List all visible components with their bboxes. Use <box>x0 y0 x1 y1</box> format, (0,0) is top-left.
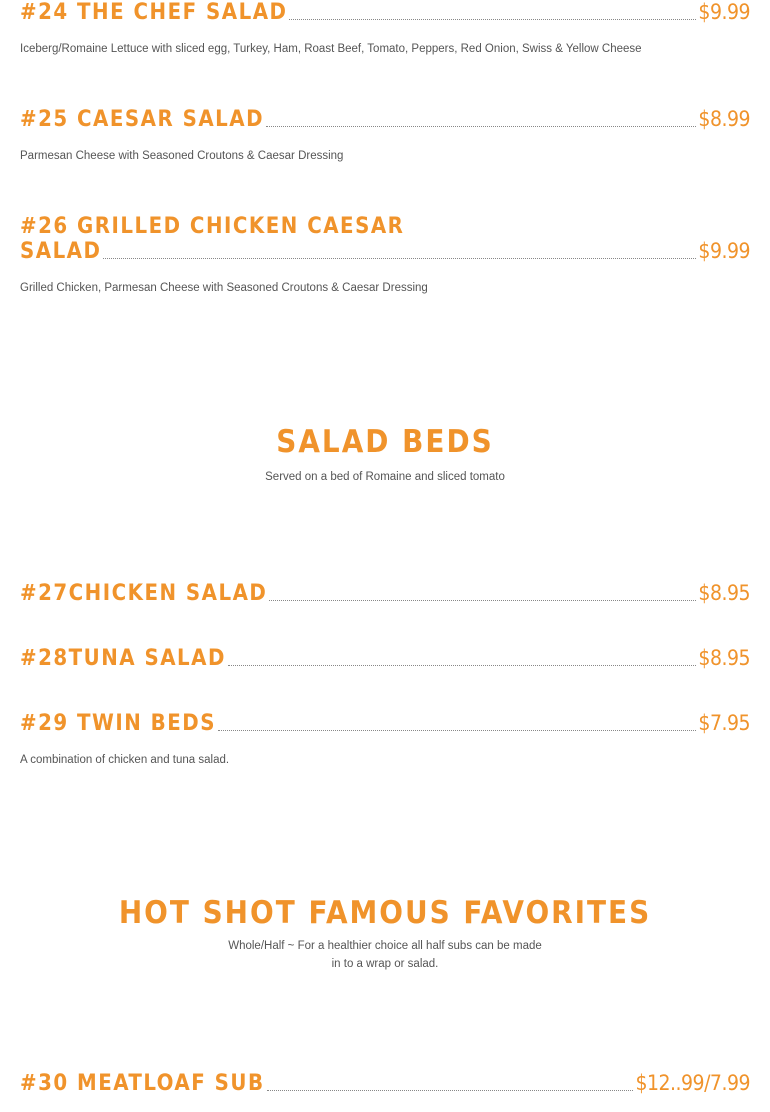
item-price: $7.95 <box>698 711 750 735</box>
item-price: $9.99 <box>698 0 750 24</box>
section-title: HOT SHOT FAMOUS FAVORITES <box>118 895 652 931</box>
dot-leader <box>269 600 696 601</box>
item-name: #27CHICKEN SALAD <box>20 581 268 606</box>
section-title: SALAD BEDS <box>276 424 494 460</box>
menu-item-28 <box>20 646 750 671</box>
section-subtitle-line2: in to a wrap or salad. <box>331 958 439 970</box>
dot-leader <box>228 665 697 666</box>
dot-leader <box>289 19 696 20</box>
item-name: #29 TWIN BEDS <box>20 711 216 736</box>
menu-item-26 <box>20 214 750 294</box>
item-name: #24 THE CHEF SALAD <box>20 0 288 25</box>
menu-item-30 <box>20 1071 750 1096</box>
dot-leader <box>218 730 696 731</box>
item-name: #28TUNA SALAD <box>20 646 226 671</box>
item-price: $8.95 <box>698 581 750 605</box>
item-description: A combination of chicken and tuna salad. <box>20 754 230 766</box>
dot-leader <box>103 258 696 259</box>
menu-item-29 <box>20 711 750 766</box>
menu-item-25 <box>20 107 750 162</box>
section-subtitle-line1: Whole/Half ~ For a healthier choice all half subs can be made <box>228 940 542 952</box>
item-description: Parmesan Cheese with Seasoned Croutons & Caesar Dressing <box>20 150 344 162</box>
item-price: $12..99/7.99 <box>635 1071 750 1095</box>
item-name-line1: #26 GRILLED CHICKEN CAESAR <box>20 214 405 239</box>
section-salad-beds <box>0 424 770 486</box>
item-price: $9.99 <box>698 239 750 263</box>
menu-item-27 <box>20 581 750 606</box>
item-description: Grilled Chicken, Parmesan Cheese with Seasoned Croutons & Caesar Dressing <box>20 282 428 294</box>
item-description: Iceberg/Romaine Lettuce with sliced egg, Turkey, Ham, Roast Beef, Tomato, Peppers, Red Onion, Swiss & Yellow Cheese <box>20 43 642 55</box>
item-price: $8.99 <box>698 107 750 131</box>
item-name: #30 MEATLOAF SUB <box>20 1071 265 1096</box>
dot-leader <box>267 1090 634 1091</box>
section-subtitle <box>0 937 770 973</box>
item-price: $8.95 <box>698 646 750 670</box>
dot-leader <box>266 126 696 127</box>
menu-item-24 <box>20 0 750 55</box>
item-name: #25 CAESAR SALAD <box>20 107 265 132</box>
section-famous-favorites <box>0 895 770 973</box>
item-name-line2: SALAD <box>20 239 102 264</box>
section-subtitle: Served on a bed of Romaine and sliced tomato <box>265 471 505 483</box>
